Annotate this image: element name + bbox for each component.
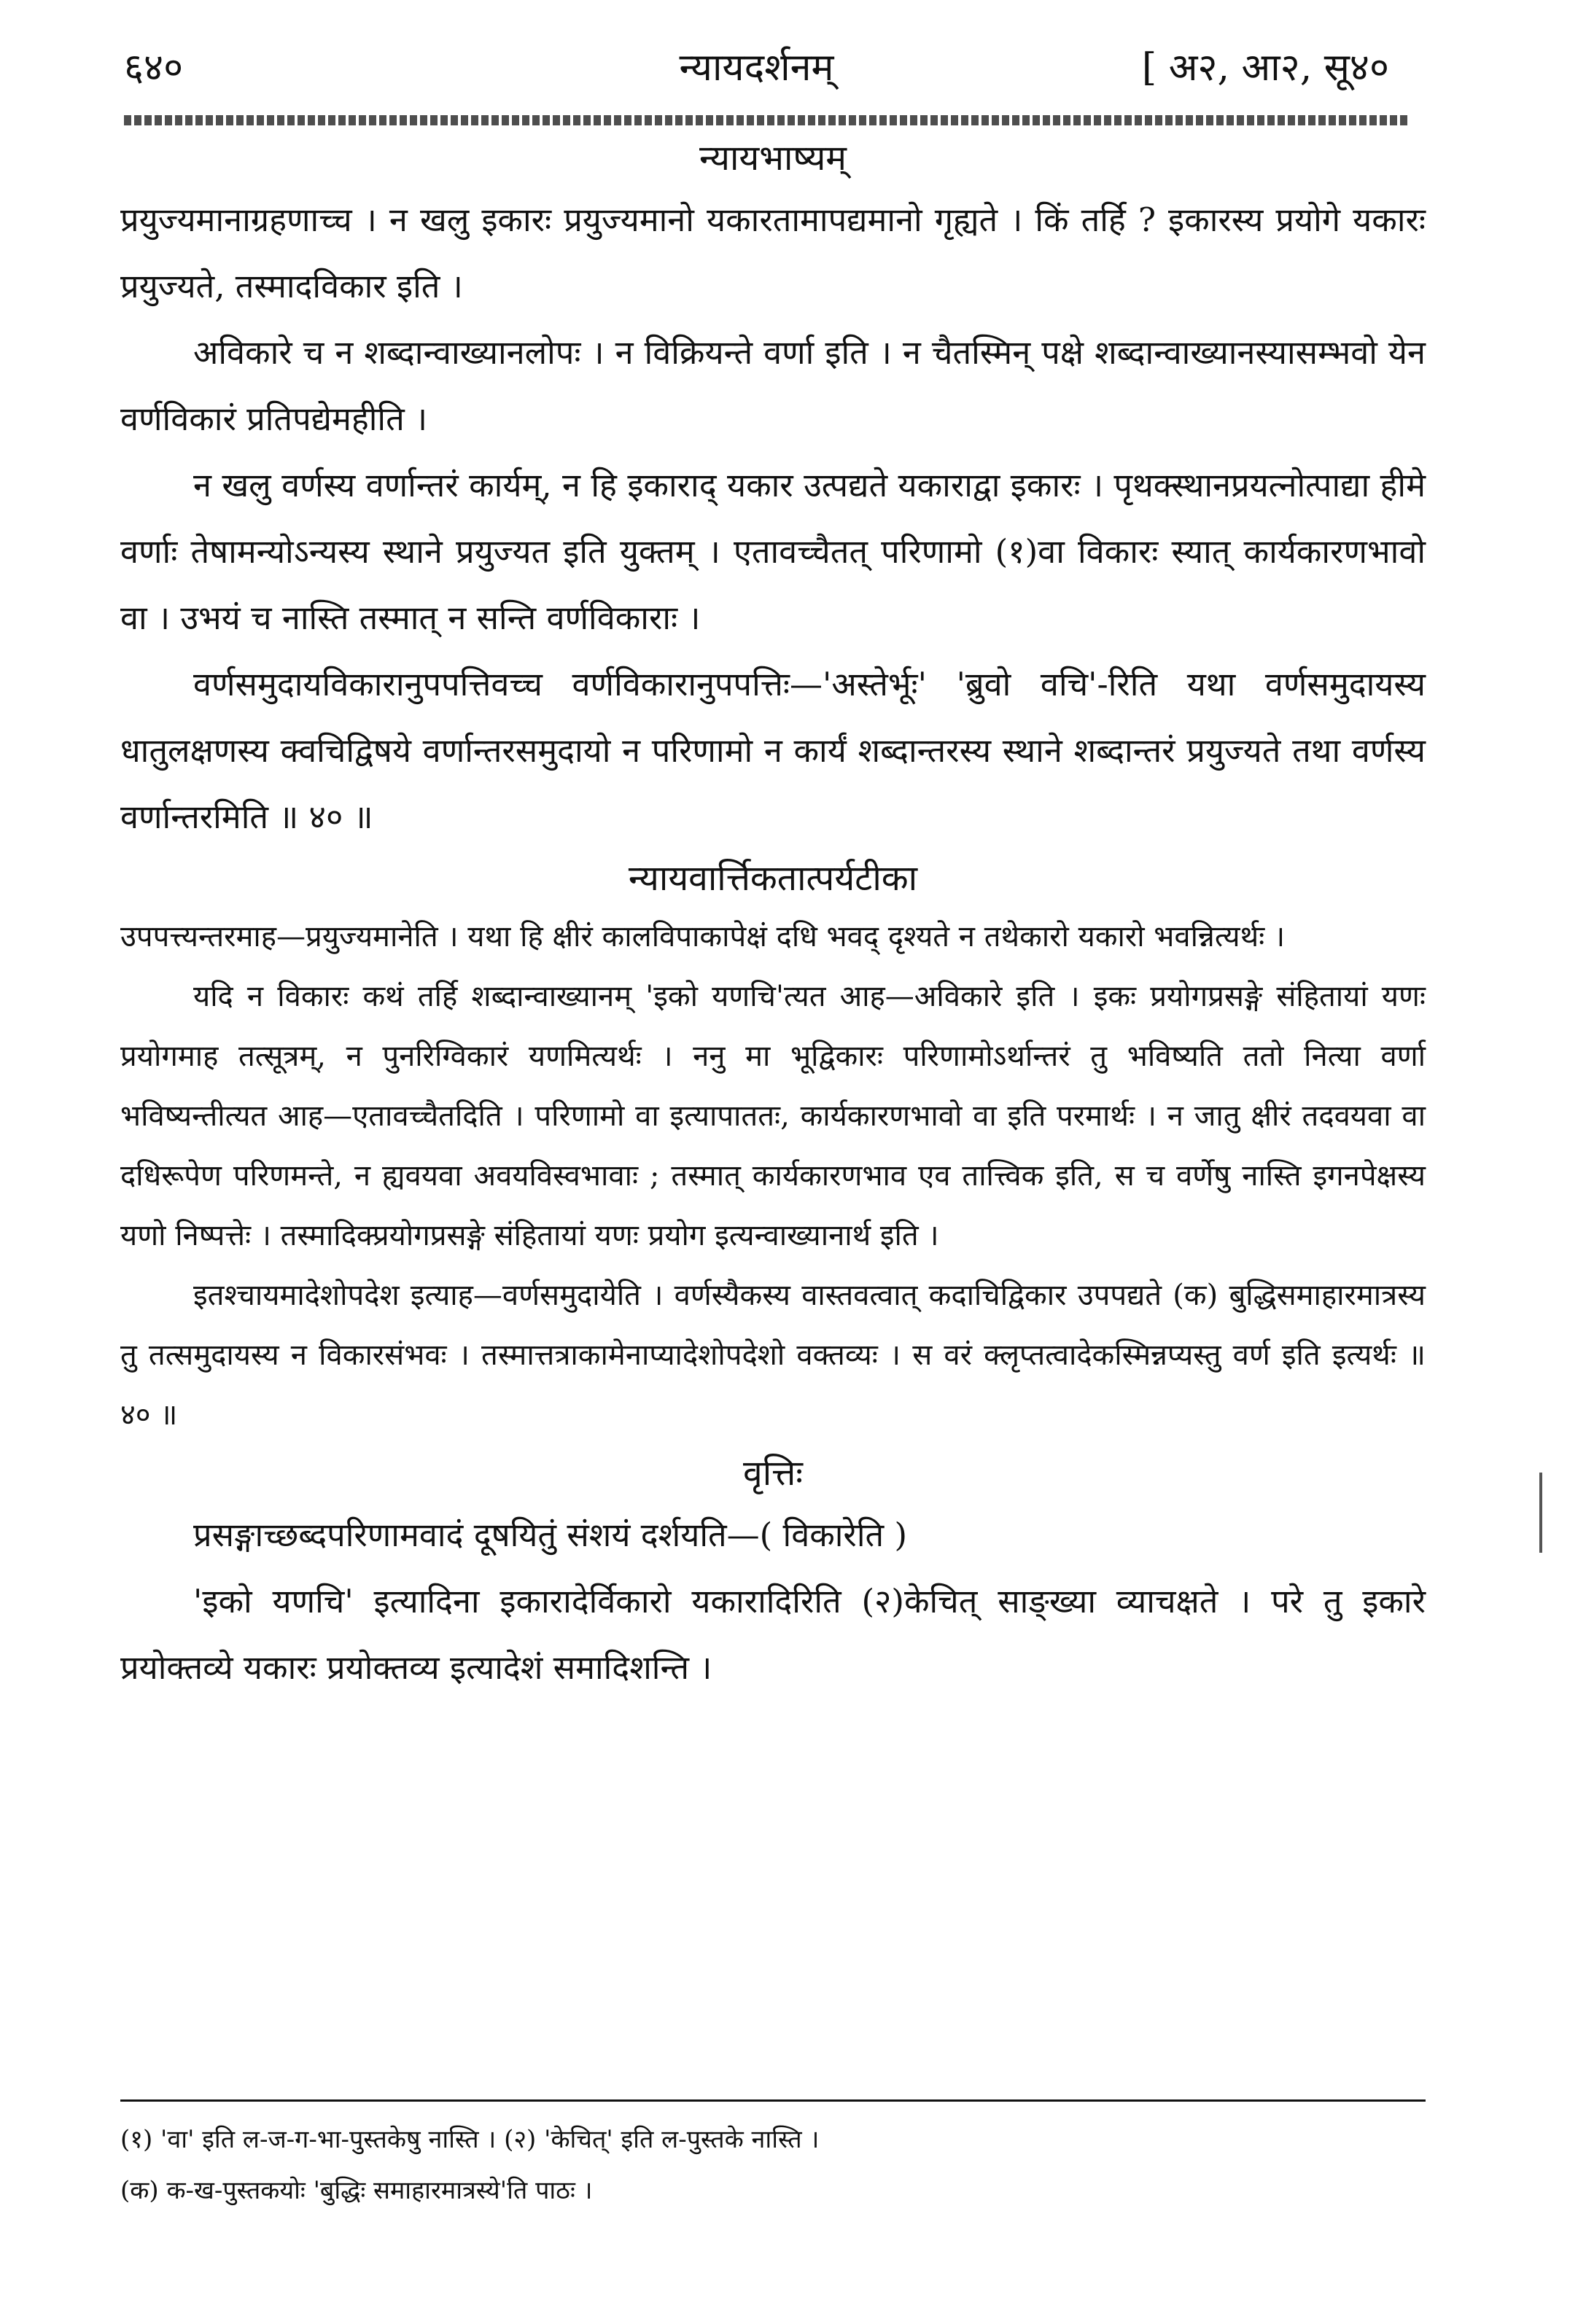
tika-paragraph: इतश्चायमादेशोपदेश इत्याह—वर्णसमुदायेति । वर्णस्यैकस्य वास्तवत्वात् कदाचिद्विकार उपपद्यते (क) बुद्धिसमाहारमात्रस्य तु तत्समुदायस्य न विकारसंभवः । तस्मात्तत्राकामेनाप्यादेशोपदेशो वक्तव्यः । स वरं क्लृप्तत्वादेकस्मिन्नप्यस्तु वर्ण इति इत्यर्थः ॥ ४० ॥ xyxy=(120,1279,1426,1432)
margin-mark xyxy=(1539,1473,1542,1553)
footnote: (क) क-ख-पुस्तकयोः 'बुद्धिः समाहारमात्रस्ये'ति पाठः । xyxy=(120,2176,593,2205)
footnote: (१) 'वा' इति ल-ज-ग-भा-पुस्तकेषु नास्ति । (२) 'केचित्' इति ल-पुस्तके नास्ति । xyxy=(120,2125,820,2154)
vritti-heading: वृत्तिः xyxy=(743,1453,803,1494)
tika-paragraph: यदि न विकारः कथं तर्हि शब्दान्वाख्यानम् 'इको यणचि'त्यत आह—अविकारे इति । इकः प्रयोगप्रसङ्गे संहितायां यणः प्रयोगमाह तत्सूत्रम्, न पुनरिग्विकारं यणमित्यर्थः । ननु मा भूद्विकारः परिणामोऽर्थान्तरं तु भविष्यति ततो नित्या वर्णा भविष्यन्तीत्यत आह—एतावच्चैतदिति । परिणामो वा इत्यापाततः, कार्यकारणभावो वा इति परमार्थः । न जातु क्षीरं तदवयवा वा दधिरूपेण परिणमन्ते, न ह्यवयवा अवयविस्वभावाः ; तस्मात् कार्यकारणभाव एव तात्त्विक इति, स च वर्णेषु नास्ति इगनपेक्षस्य यणो निष्पत्तेः । तस्मादिक्प्रयोगप्रसङ्गे संहितायां यणः प्रयोग इत्यन्वाख्यानार्थ इति । xyxy=(120,980,1426,1252)
tika-paragraph: उपपत्त्यन्तरमाह—प्रयुज्यमानेति । यथा हि क्षीरं कालविपाकापेक्षं दधि भवद् दृश्यते न तथेकारो यकारो भवन्नित्यर्थः । xyxy=(120,920,1286,954)
vritti-paragraph: प्रसङ्गाच्छब्दपरिणामवादं दूषयितुं संशयं दर्शयति—( विकारेति ) xyxy=(193,1516,908,1554)
header-rule xyxy=(124,115,1407,125)
bhashya-heading: न्यायभाष्यम् xyxy=(699,138,847,179)
running-header xyxy=(124,40,1389,98)
running-title: न्यायदर्शनम् xyxy=(679,46,834,90)
chapter-reference: [ अ२, आ२, सू४० xyxy=(1141,46,1389,90)
bhashya-paragraph: न खलु वर्णस्य वर्णान्तरं कार्यम्, न हि इकाराद् यकार उत्पद्यते यकाराद्वा इकारः । पृथक्स्थानप्रयत्नोत्पाद्या हीमे वर्णाः तेषामन्योऽन्यस्य स्थाने प्रयुज्यत इति युक्तम् । एतावच्चैतत् परिणामो (१)वा विकारः स्यात् कार्यकारणभावो वा । उभयं च नास्ति तस्मात् न सन्ति वर्णविकाराः । xyxy=(120,466,1426,637)
bhashya-paragraph: अविकारे च न शब्दान्वाख्यानलोपः । न विक्रियन्ते वर्णा इति । न चैतस्मिन् पक्षे शब्दान्वाख्यानस्यासम्भवो येन वर्णविकारं प्रतिपद्येमहीति । xyxy=(120,333,1426,438)
footnote-rule xyxy=(120,2099,1426,2102)
tika-heading: न्यायवार्त्तिकतात्पर्यटीका xyxy=(628,858,918,899)
bhashya-paragraph: प्रयुज्यमानाग्रहणाच्च । न खलु इकारः प्रयुज्यमानो यकारतामापद्यमानो गृह्यते । किं तर्हि ? इकारस्य प्रयोगे यकारः प्रयुज्यते, तस्मादविकार इति । xyxy=(120,200,1426,305)
page-number: ६४० xyxy=(124,46,184,90)
main-text xyxy=(120,130,1426,1701)
bhashya-paragraph: वर्णसमुदायविकारानुपपत्तिवच्च वर्णविकारानुपपत्तिः—'अस्तेर्भूः' 'ब्रुवो वचि'-रिति यथा वर्णसमुदायस्य धातुलक्षणस्य क्वचिद्विषये वर्णान्तरसमुदायो न परिणामो न कार्यं शब्दान्तरस्य स्थाने शब्दान्तरं प्रयुज्यते तथा वर्णस्य वर्णान्तरमिति ॥ ४० ॥ xyxy=(120,665,1426,836)
footnotes xyxy=(120,2114,1426,2216)
vritti-paragraph: 'इको यणचि' इत्यादिना इकारादेर्विकारो यकारादिरिति (२)केचित् साङ्ख्या व्याचक्षते । परे तु इकारे प्रयोक्तव्ये यकारः प्रयोक्तव्य इत्यादेशं समादिशन्ति । xyxy=(120,1582,1426,1687)
